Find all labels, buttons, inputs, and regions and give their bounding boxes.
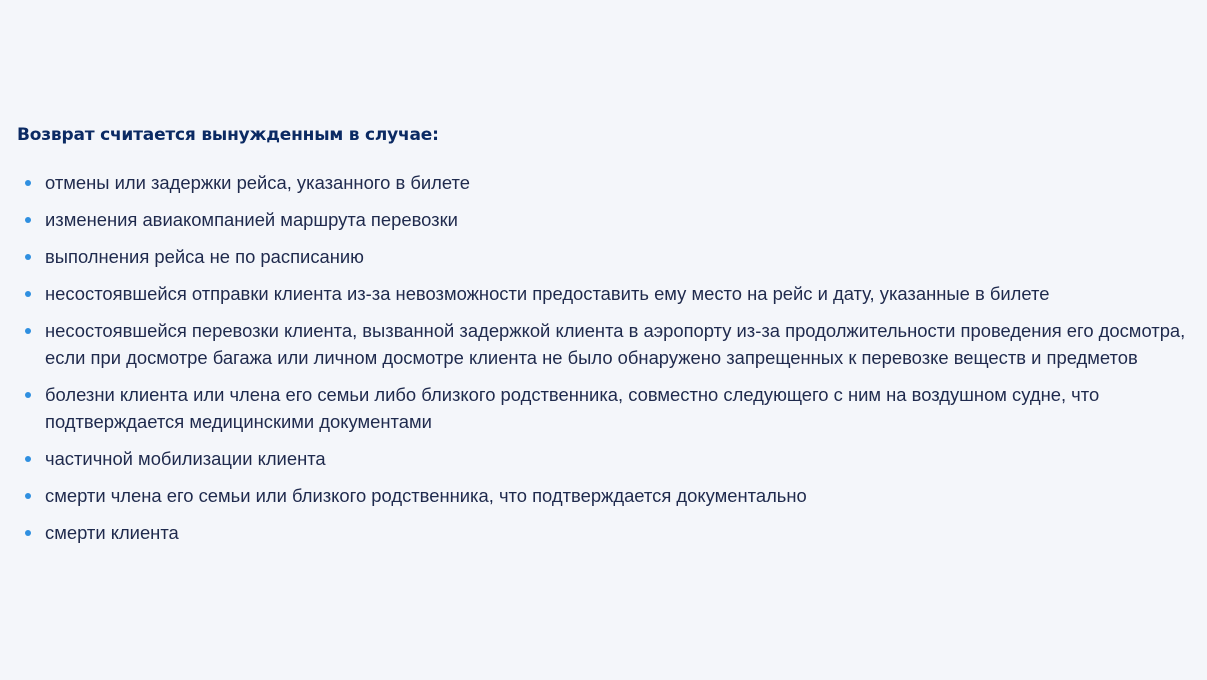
- list-item: [17, 381, 1202, 435]
- list-item: [17, 280, 1202, 307]
- section-heading: Возврат считается вынужденным в случае:: [17, 125, 439, 145]
- bullet-icon: [25, 254, 31, 260]
- list-item: [17, 206, 1202, 233]
- bullet-icon: [25, 493, 31, 499]
- list-item: [17, 243, 1202, 270]
- list-item: [17, 317, 1202, 371]
- bullet-icon: [25, 328, 31, 334]
- bullet-icon: [25, 456, 31, 462]
- list-item-text: смерти члена его семьи или близкого родственника, что подтверждается документально: [45, 485, 807, 506]
- bullet-icon: [25, 392, 31, 398]
- bullet-icon: [25, 291, 31, 297]
- list-item-text: смерти клиента: [45, 522, 179, 543]
- list-item-text: частичной мобилизации клиента: [45, 448, 326, 469]
- list-item-text: изменения авиакомпанией маршрута перевозки: [45, 209, 458, 230]
- list-item-text: несостоявшейся отправки клиента из-за невозможности предоставить ему место на рейс и дату, указанные в билете: [45, 283, 1050, 304]
- list-item-text: несостоявшейся перевозки клиента, вызванной задержкой клиента в аэропорту из-за продолжительности проведения его досмотра, если при досмотре багажа или личном досмотре клиента не было обнаружено запрещенных к перевозке веществ и предметов: [45, 320, 1186, 368]
- bullet-icon: [25, 530, 31, 536]
- list-item: [17, 519, 1202, 546]
- list-item: [17, 482, 1202, 509]
- content-section: [17, 123, 1202, 556]
- list-item-text: болезни клиента или члена его семьи либо близкого родственника, совместно следующего с ним на воздушном судне, что подтверждается медицинскими документами: [45, 384, 1100, 432]
- list-item: [17, 169, 1202, 196]
- list-item: [17, 445, 1202, 472]
- reasons-list: [17, 169, 1202, 546]
- list-item-text: отмены или задержки рейса, указанного в билете: [45, 172, 470, 193]
- list-item-text: выполнения рейса не по расписанию: [45, 246, 364, 267]
- bullet-icon: [25, 180, 31, 186]
- bullet-icon: [25, 217, 31, 223]
